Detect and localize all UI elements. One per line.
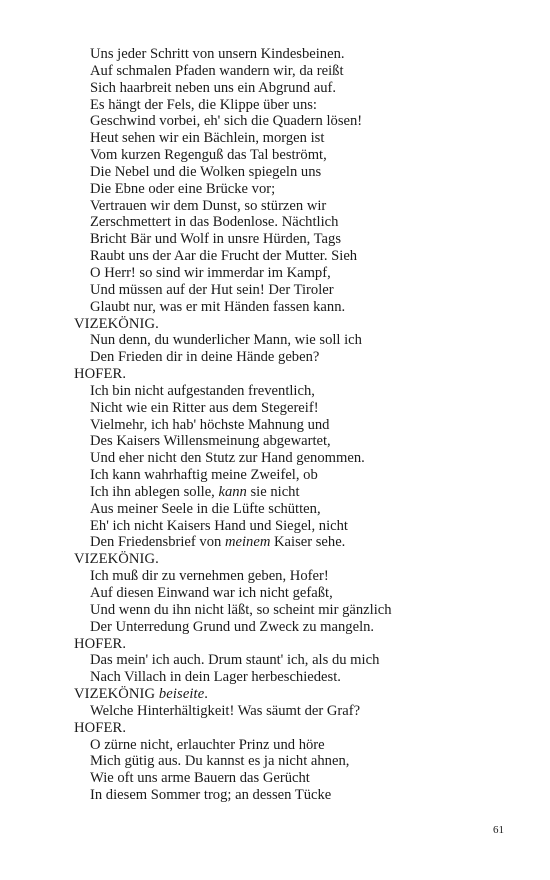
text-segment: Und müssen auf der Hut sein! Der Tiroler	[90, 281, 334, 298]
text-segment: Aus meiner Seele in die Lüfte schütten,	[90, 500, 321, 517]
verse-line	[74, 198, 534, 215]
verse-line	[74, 669, 534, 686]
emphasized-text: kann	[218, 483, 247, 500]
verse-line	[74, 214, 534, 231]
text-segment: Vielmehr, ich hab' höchste Mahnung und	[90, 416, 330, 433]
verse-line	[74, 63, 534, 80]
page-number: 61	[493, 824, 504, 836]
verse-line	[74, 417, 534, 434]
text-segment: Der Unterredung Grund und Zweck zu mangeln.	[90, 618, 375, 635]
text-segment: O zürne nicht, erlauchter Prinz und höre	[90, 736, 325, 753]
verse-line	[74, 181, 534, 198]
text-segment: Ich bin nicht aufgestanden freventlich,	[90, 382, 315, 399]
text-segment: Eh' ich nicht Kaisers Hand und Siegel, nicht	[90, 517, 348, 534]
verse-line	[74, 753, 534, 770]
verse-line	[74, 534, 534, 551]
verse-line	[74, 46, 534, 63]
verse-line	[74, 568, 534, 585]
verse-line	[74, 602, 534, 619]
text-segment: Kaiser sehe.	[270, 534, 346, 551]
text-segment: Uns jeder Schritt von unsern Kindesbeinen.	[90, 46, 345, 62]
verse-line	[74, 231, 534, 248]
verse-line	[74, 265, 534, 282]
text-segment: Und wenn du ihn nicht läßt, so scheint mir gänzlich	[90, 601, 392, 618]
speaker-name	[74, 720, 534, 737]
verse-line	[74, 349, 534, 366]
verse-line	[74, 703, 534, 720]
verse-line	[74, 770, 534, 787]
text-segment: Ich ihn ablegen solle,	[90, 483, 219, 500]
text-segment: HOFER.	[74, 635, 127, 652]
text-segment: Auf schmalen Pfaden wandern wir, da reißt	[90, 62, 344, 79]
verse-line	[74, 518, 534, 535]
verse-line	[74, 652, 534, 669]
text-segment: Heut sehen wir ein Bächlein, morgen ist	[90, 130, 325, 147]
text-segment: VIZEKÖNIG.	[74, 551, 159, 568]
text-segment: Nach Villach in dein Lager herbeschiedest.	[90, 669, 341, 686]
verse-line	[74, 450, 534, 467]
emphasized-text: meinem	[224, 534, 271, 551]
text-segment: Ich muß dir zu vernehmen geben, Hofer!	[90, 568, 329, 585]
text-segment: .	[204, 686, 209, 703]
text-segment: Ich kann wahrhaftig meine Zweifel, ob	[90, 467, 318, 484]
text-segment: Den Frieden dir in deine Hände geben?	[90, 349, 320, 366]
verse-line	[74, 332, 534, 349]
verse-line	[74, 383, 534, 400]
text-segment: Es hängt der Fels, die Klippe über uns:	[90, 96, 317, 113]
text-segment: Die Nebel und die Wolken spiegeln uns	[90, 163, 322, 180]
text-segment: Glaubt nur, was er mit Händen fassen kann.	[90, 298, 346, 315]
text-segment: VIZEKÖNIG.	[74, 315, 159, 332]
text-segment: Wie oft uns arme Bauern das Gerücht	[90, 770, 310, 787]
verse-line	[74, 501, 534, 518]
verse-line	[74, 147, 534, 164]
speaker-name	[74, 316, 534, 333]
text-segment: Vom kurzen Regenguß das Tal beströmt,	[90, 147, 327, 164]
speaker-name	[74, 551, 534, 568]
drama-text	[74, 46, 534, 804]
verse-line	[74, 585, 534, 602]
text-segment: HOFER.	[74, 366, 127, 383]
text-segment: Bricht Bär und Wolf in unsre Hürden, Tags	[90, 231, 341, 248]
text-segment: sie nicht	[246, 483, 300, 500]
text-segment: Des Kaisers Willensmeinung abgewartet,	[90, 433, 331, 450]
verse-line	[74, 467, 534, 484]
text-segment: Das mein' ich auch. Drum staunt' ich, als du mich	[90, 652, 380, 669]
verse-line	[74, 737, 534, 754]
verse-line	[74, 619, 534, 636]
verse-line	[74, 97, 534, 114]
text-segment: Den Friedensbrief von	[90, 534, 225, 551]
text-segment: O Herr! so sind wir immerdar im Kampf,	[90, 264, 331, 281]
text-segment: Mich gütig aus. Du kannst es ja nicht ahnen,	[90, 753, 350, 770]
text-segment: Auf diesen Einwand war ich nicht gefaßt,	[90, 585, 333, 601]
text-segment: Vertrauen wir dem Dunst, so stürzen wir	[90, 197, 327, 214]
verse-line	[74, 130, 534, 147]
verse-line	[74, 787, 534, 804]
speaker-name	[74, 686, 534, 703]
verse-line	[74, 80, 534, 97]
text-segment: Nicht wie ein Ritter aus dem Stegereif!	[90, 399, 319, 416]
verse-line	[74, 164, 534, 181]
text-segment: VIZEKÖNIG	[74, 686, 159, 703]
text-segment: HOFER.	[74, 719, 127, 736]
verse-line	[74, 248, 534, 265]
text-segment: Geschwind vorbei, eh' sich die Quadern lösen!	[90, 113, 363, 130]
text-segment: Sich haarbreit neben uns ein Abgrund auf.	[90, 79, 336, 96]
text-segment: Welche Hinterhältigkeit! Was säumt der Graf?	[90, 702, 361, 719]
emphasized-text: beiseite	[158, 686, 205, 703]
text-segment: Nun denn, du wunderlicher Mann, wie soll ich	[90, 332, 362, 349]
text-segment: In diesem Sommer trog; an dessen Tücke	[90, 787, 332, 804]
verse-line	[74, 113, 534, 130]
verse-line	[74, 282, 534, 299]
verse-line	[74, 484, 534, 501]
verse-line	[74, 299, 534, 316]
verse-line	[74, 433, 534, 450]
verse-line	[74, 400, 534, 417]
text-segment: Raubt uns der Aar die Frucht der Mutter. Sieh	[90, 248, 358, 265]
text-segment: Zerschmettert in das Bodenlose. Nächtlich	[90, 214, 339, 231]
text-segment: Und eher nicht den Stutz zur Hand genommen.	[90, 450, 365, 467]
speaker-name	[74, 636, 534, 653]
speaker-name	[74, 366, 534, 383]
text-segment: Die Ebne oder eine Brücke vor;	[90, 180, 276, 197]
